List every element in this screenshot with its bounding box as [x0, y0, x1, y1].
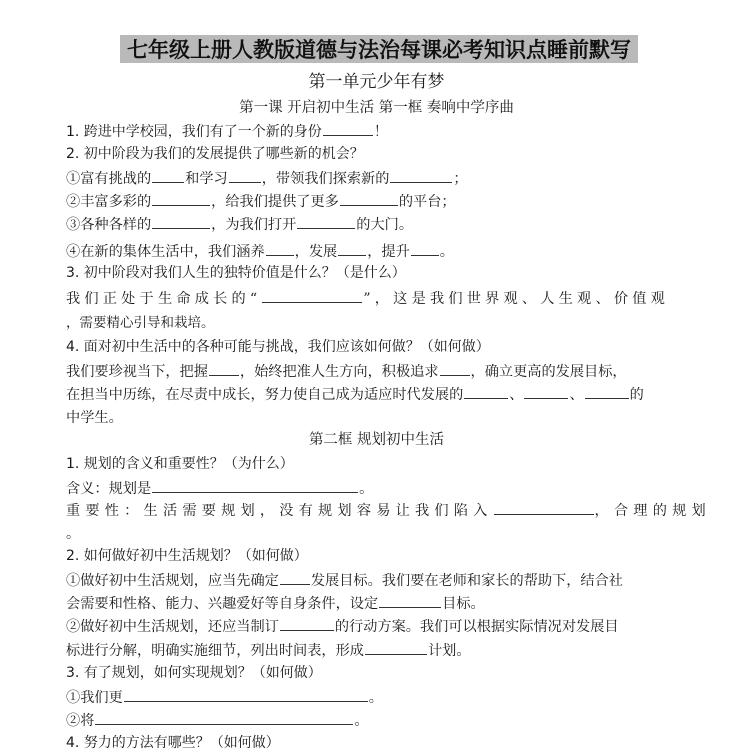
- l2-question-3: 3. 有了规划，如何实现规划？（如何做）: [66, 665, 322, 681]
- l2-q2-item-1-line-2: 会需要和性格、能力、兴趣爱好等自身条件，设定 目标。: [66, 593, 485, 614]
- l2-question-4: 4. 努力的方法有哪些？（如何做）: [66, 735, 280, 751]
- q4-answer-line-2: 在担当中历练，在尽责中成长，努力使自己成为适应时代发展的 、 、 的: [66, 384, 644, 405]
- answer-blank[interactable]: [365, 640, 427, 655]
- question-2: 2. 初中阶段为我们的发展提供了哪些新的机会？: [66, 146, 364, 162]
- answer-blank[interactable]: [524, 384, 568, 399]
- l2-q1-importance: 重要性：生活需要规划，没有规划容易让我们陷入 ，合理的规划: [66, 500, 711, 521]
- worksheet-title: 七年级上册人教版道德与法治每课必考知识点睡前默写: [120, 35, 638, 63]
- q2-item-4: ④在新的集体生活中，我们涵养 ，发展 ，提升 。: [66, 241, 454, 262]
- q2-item-1: ①富有挑战的 和学习 ，带领我们探索新的 ；: [66, 168, 468, 189]
- question-1: 1. 跨进中学校园，我们有了一个新的身份 ！: [66, 121, 388, 142]
- answer-blank[interactable]: [338, 241, 366, 256]
- section-2-title: 第二框 规划初中生活: [308, 432, 445, 448]
- l2-q3-item-1: ①我们更 。: [66, 687, 383, 708]
- answer-blank[interactable]: [494, 500, 594, 515]
- answer-blank[interactable]: [209, 361, 239, 376]
- l2-question-2: 2. 如何做好初中生活规划？（如何做）: [66, 548, 308, 564]
- answer-blank[interactable]: [152, 478, 358, 493]
- answer-blank[interactable]: [280, 616, 334, 631]
- l2-q2-item-1-line-1: ①做好初中生活规划，应当先确定 发展目标。我们要在老师和家长的帮助下，结合社: [66, 570, 623, 591]
- l2-q1-meaning: 含义：规划是 。: [66, 478, 373, 499]
- answer-blank[interactable]: [323, 121, 373, 136]
- l2-question-1: 1. 规划的含义和重要性？（为什么）: [66, 456, 294, 472]
- answer-blank[interactable]: [297, 214, 355, 229]
- answer-blank[interactable]: [440, 361, 470, 376]
- answer-blank[interactable]: [124, 687, 368, 702]
- q4-answer-line-1: 我们要珍视当下，把握 ，始终把准人生方向，积极追求 ，确立更高的发展目标，: [66, 361, 627, 382]
- unit-title: 第一单元少年有梦: [308, 72, 445, 92]
- q2-item-2: ②丰富多彩的 ，给我们提供了更多 的平台；: [66, 191, 456, 212]
- l2-q2-item-2-line-1: ②做好初中生活规划，还应当制订 的行动方案。我们可以根据实际情况对发展目: [66, 616, 619, 637]
- question-4: 4. 面对初中生活中的各种可能与挑战，我们应该如何做？（如何做）: [66, 339, 490, 355]
- answer-blank[interactable]: [266, 241, 294, 256]
- answer-blank[interactable]: [585, 384, 629, 399]
- answer-blank[interactable]: [262, 288, 362, 303]
- l2-q2-item-2-line-2: 标进行分解，明确实施细节，列出时间表，形成 计划。: [66, 640, 471, 661]
- q2-item-3: ③各种各样的 ，为我们打开 的大门。: [66, 214, 413, 235]
- l2-q3-item-2: ②将 。: [66, 710, 369, 731]
- answer-blank[interactable]: [229, 168, 261, 183]
- q3-answer-line-2: ，需要精心引导和栽培。: [66, 315, 215, 331]
- question-3: 3. 初中阶段对我们人生的独特价值是什么？（是什么）: [66, 265, 406, 281]
- answer-blank[interactable]: [390, 168, 452, 183]
- answer-blank[interactable]: [152, 214, 210, 229]
- answer-blank[interactable]: [379, 593, 441, 608]
- q4-answer-line-3: 中学生。: [66, 410, 123, 426]
- lesson-title: 第一课 开启初中生活 第一框 奏响中学序曲: [239, 100, 514, 116]
- answer-blank[interactable]: [152, 168, 184, 183]
- q3-answer-line-1: 我们正处于生命成长的“ ”，这是我们世界观、人生观、价值观: [66, 288, 669, 309]
- answer-blank[interactable]: [95, 710, 353, 725]
- answer-blank[interactable]: [152, 191, 210, 206]
- l2-q1-importance-end: 。: [66, 526, 81, 542]
- answer-blank[interactable]: [340, 191, 398, 206]
- answer-blank[interactable]: [280, 570, 310, 585]
- answer-blank[interactable]: [464, 384, 508, 399]
- answer-blank[interactable]: [411, 241, 439, 256]
